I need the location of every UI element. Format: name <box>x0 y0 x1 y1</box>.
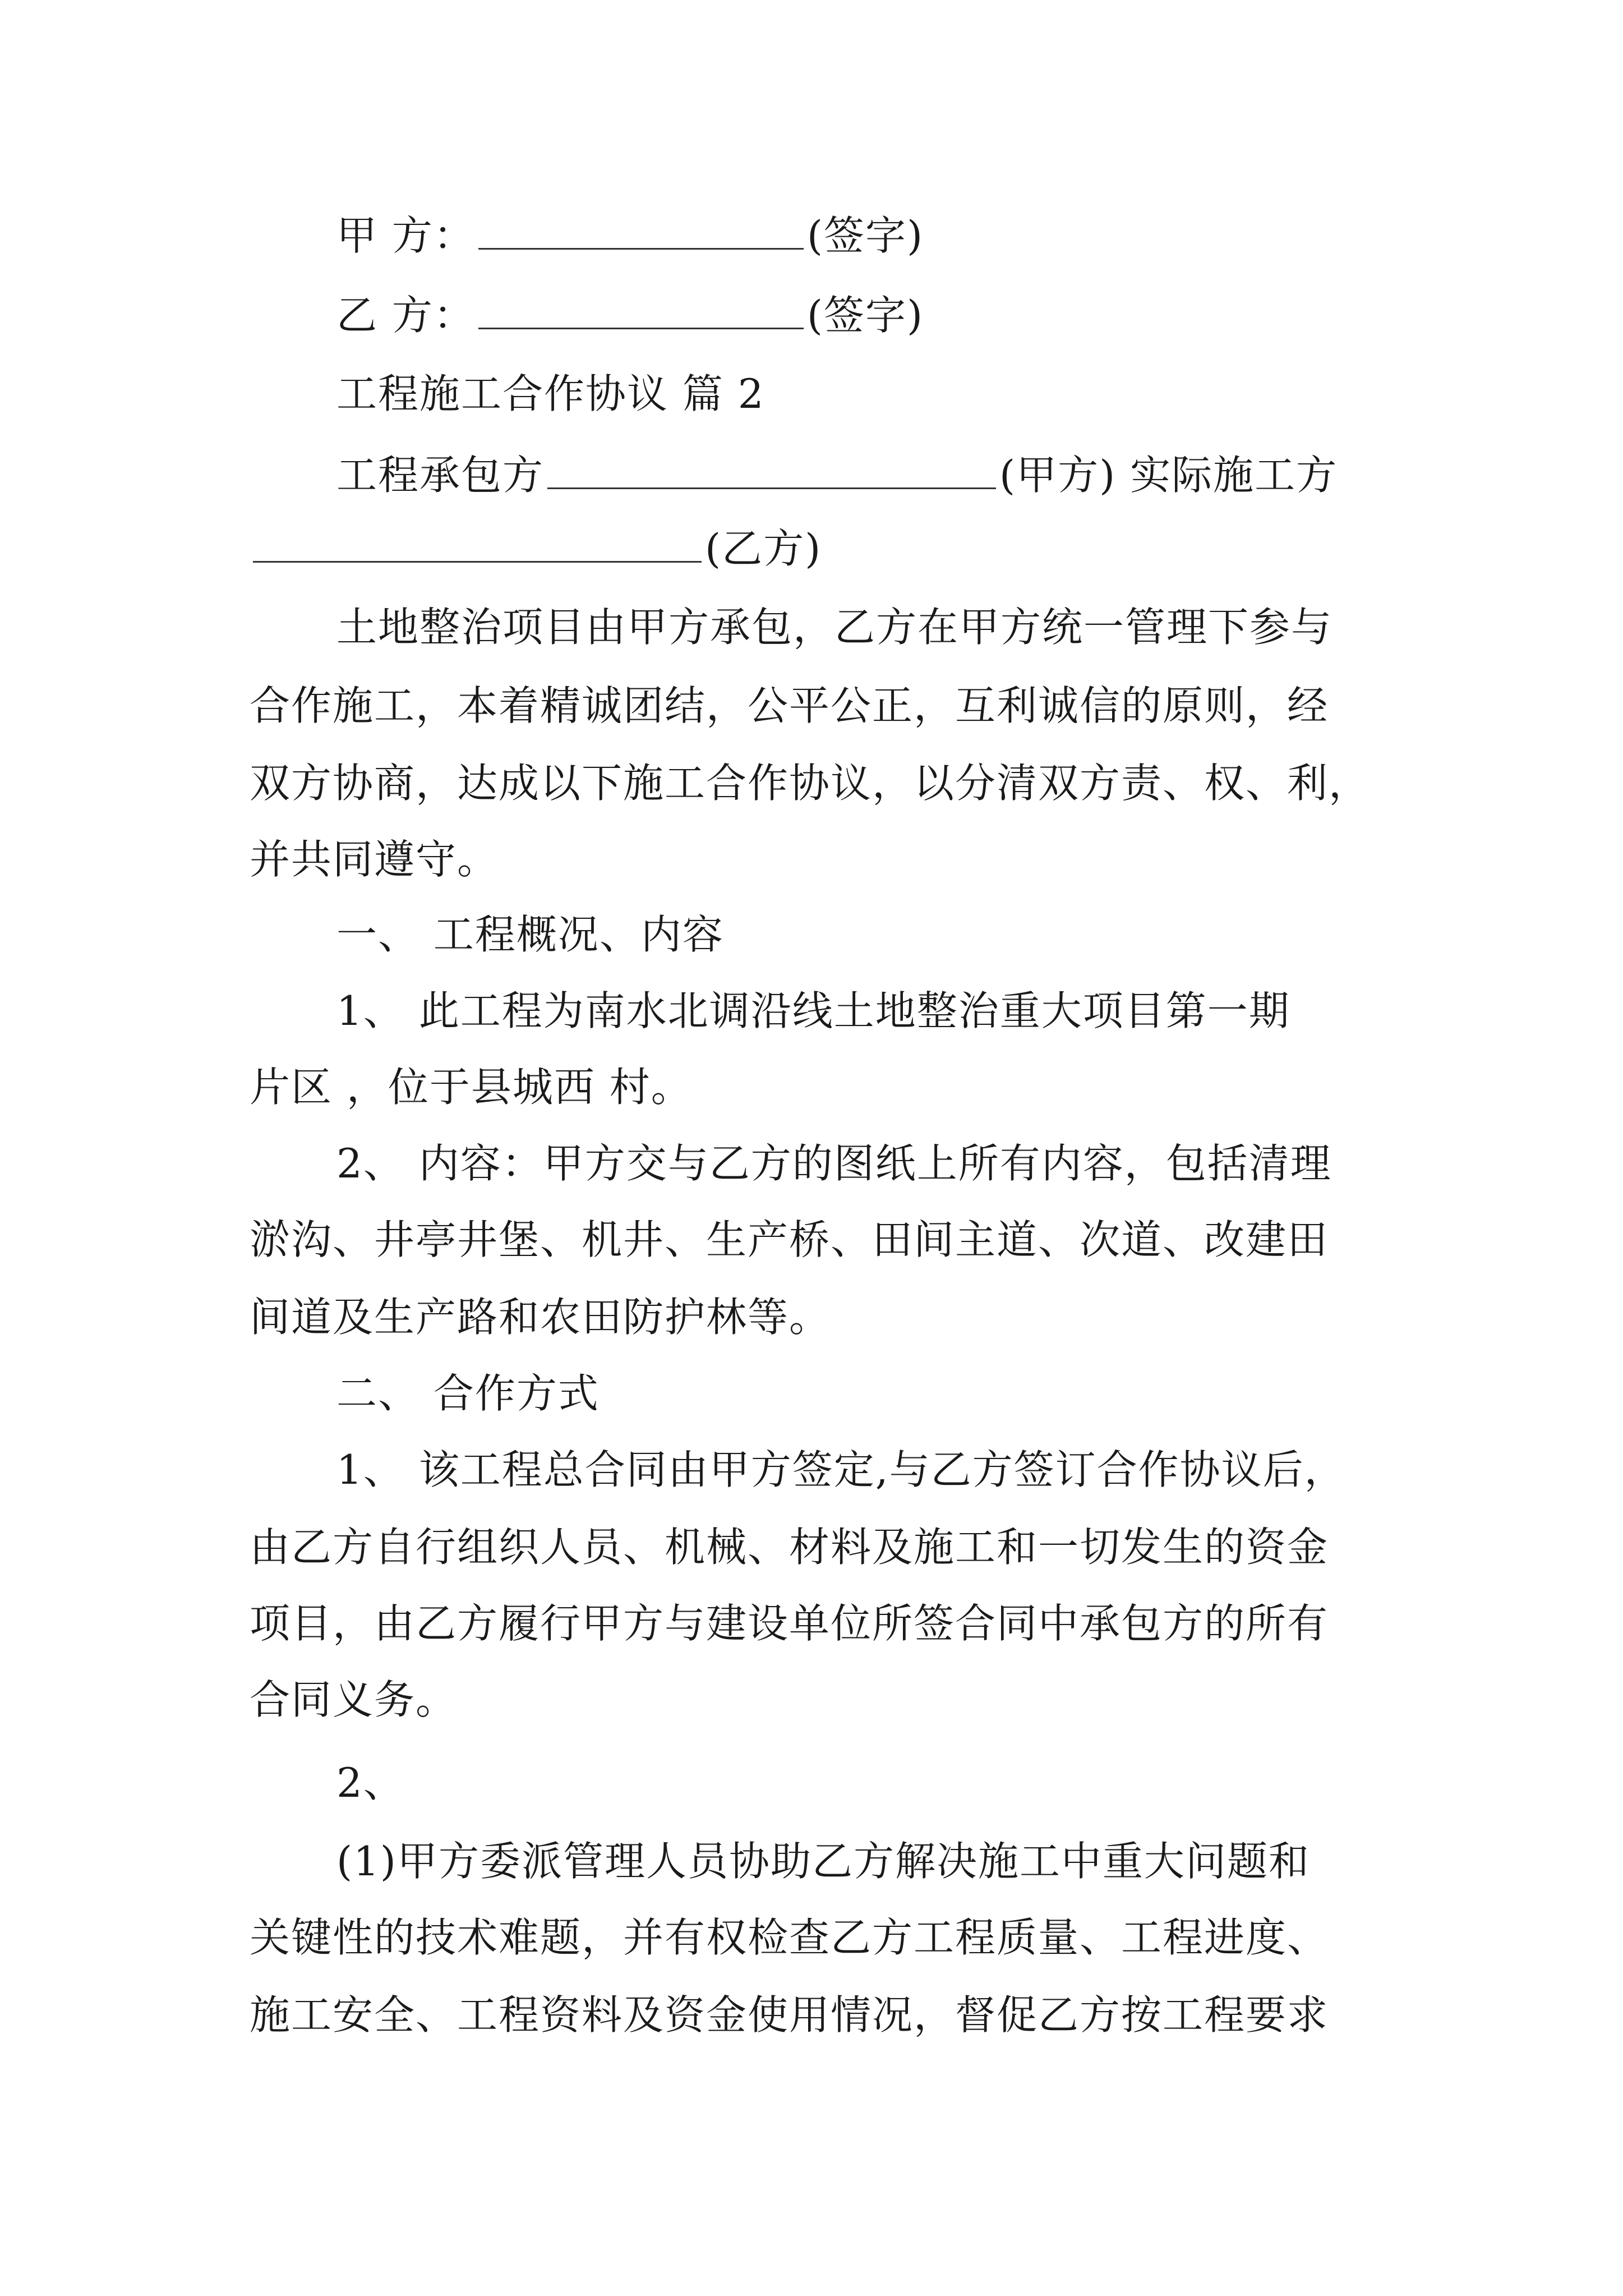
signature-blank-party-b <box>478 291 804 329</box>
signature-line-party-b <box>336 287 1481 343</box>
contractor-role: (甲方) <box>999 452 1117 499</box>
builder-line <box>250 521 1394 577</box>
contractor-blank <box>547 450 996 489</box>
paragraph-line: 土地整治项目由甲方承包，乙方在甲方统一管理下参与 <box>336 604 1333 651</box>
paragraph-line: 片区 ，位于县城西 村。 <box>250 1064 693 1111</box>
paragraph-line: 项目，由乙方履行甲方与建设单位所签合同中承包方的所有 <box>250 1600 1329 1647</box>
signature-label-party-b: 乙 方： <box>336 292 475 339</box>
paragraph-line: (1)甲方委派管理人员协助乙方解决施工中重大问题和 <box>336 1838 1310 1885</box>
paragraph-line: 间道及生产路和农田防护林等。 <box>250 1294 831 1341</box>
section-title: 工程施工合作协议 篇 2 <box>336 370 765 417</box>
parties-line <box>336 447 1481 503</box>
paragraph-line: 1、 该工程总合同由甲方签定,与乙方签订合作协议后， <box>336 1446 1346 1493</box>
heading-project-overview: 一、 工程概况、内容 <box>336 911 724 958</box>
builder-blank <box>253 524 702 563</box>
paragraph-line: 合同义务。 <box>250 1676 458 1723</box>
builder-role: (乙方) <box>705 525 822 572</box>
paragraph-line: 并共同遵守。 <box>250 836 499 883</box>
paragraph-line: 施工安全、工程资料及资金使用情况，督促乙方按工程要求 <box>250 1991 1329 2039</box>
heading-cooperation-method: 二、 合作方式 <box>336 1370 600 1417</box>
paragraph-line: 淤沟、井亭井堡、机井、生产桥、田间主道、次道、改建田 <box>250 1216 1329 1263</box>
signature-suffix-party-a: (签字) <box>806 212 924 259</box>
paragraph-line: 双方协商，达成以下施工合作协议，以分清双方责、权、利， <box>250 760 1371 807</box>
paragraph-line: 由乙方自行组织人员、机械、材料及施工和一切发生的资金 <box>250 1524 1329 1571</box>
paragraph-line: 关键性的技术难题，并有权检查乙方工程质量、工程进度、 <box>250 1914 1329 1961</box>
signature-line-party-a <box>336 208 1481 264</box>
signature-suffix-party-b: (签字) <box>806 292 924 339</box>
paragraph-line: 2、 内容：甲方交与乙方的图纸上所有内容，包括清理 <box>336 1140 1332 1187</box>
paragraph-line: 合作施工，本着精诚团结，公平公正，互利诚信的原则，经 <box>250 682 1329 729</box>
list-item-number: 2、 <box>336 1759 405 1806</box>
signature-label-party-a: 甲 方： <box>336 212 475 259</box>
signature-blank-party-a <box>478 211 804 250</box>
builder-label: 实际施工方 <box>1130 452 1338 499</box>
paragraph-line: 1、 此工程为南水北调沿线土地整治重大项目第一期 <box>336 987 1290 1034</box>
contractor-label: 工程承包方 <box>336 452 545 499</box>
